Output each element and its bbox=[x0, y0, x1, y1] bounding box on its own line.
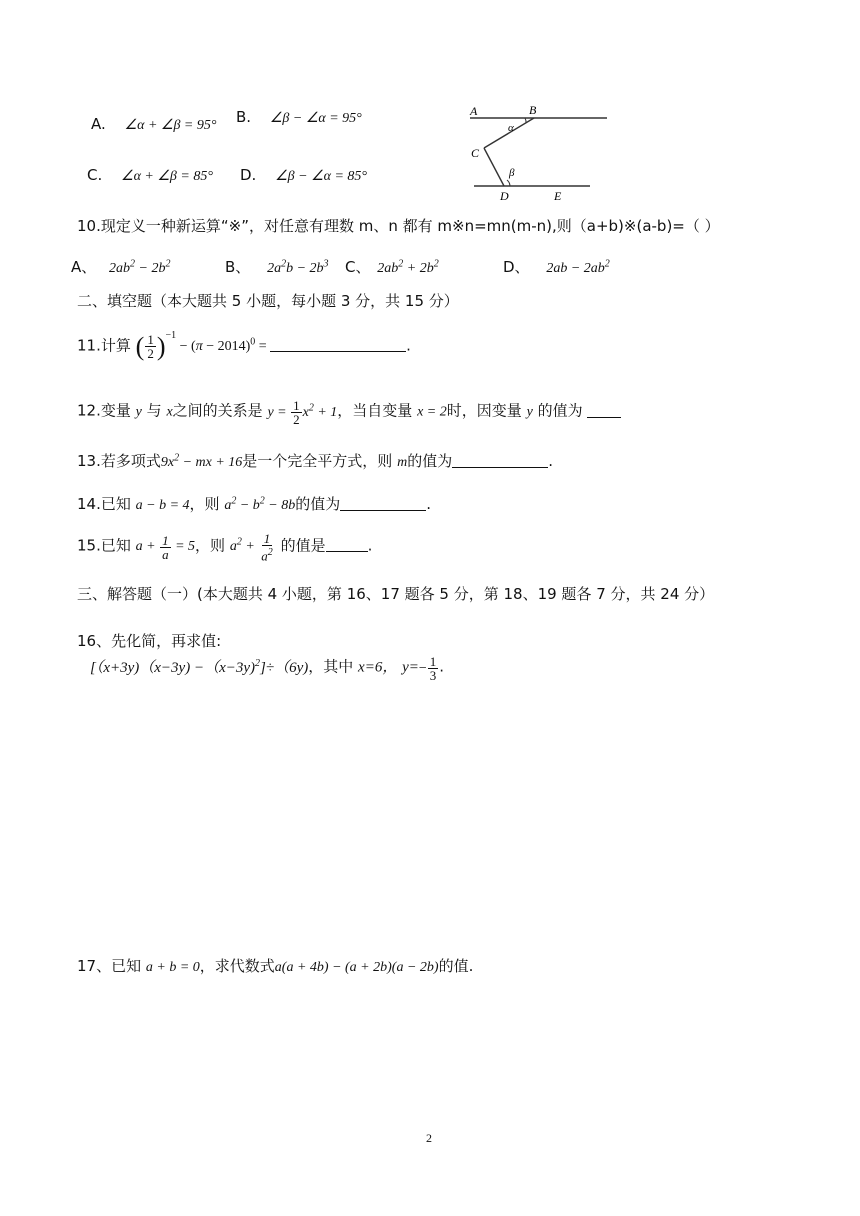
q12-text-3: ，当自变量 bbox=[337, 401, 413, 420]
option-expr: $2ab - 2ab^2$ bbox=[546, 258, 610, 276]
q12-text-2: 之间的关系是 bbox=[172, 401, 263, 420]
q16-y-eq: y= bbox=[402, 659, 419, 676]
q17 bbox=[77, 955, 473, 976]
q10-option-d bbox=[503, 256, 610, 277]
q12-text-5: 的值为 bbox=[537, 401, 583, 420]
q14-end: 的值为 bbox=[295, 495, 341, 513]
option-label: B. bbox=[236, 108, 252, 126]
q12-equation: y = $\frac{1}{2}$ $x^2 + 1$ bbox=[267, 398, 338, 427]
option-expr: $2ab^2 - 2b^2$ bbox=[109, 258, 171, 276]
q13-prefix: 13.若多项式 bbox=[77, 452, 161, 470]
q17-prefix: 17、已知 bbox=[77, 957, 142, 975]
q13-suffix: . bbox=[548, 452, 554, 470]
q13-end: 的值为 bbox=[407, 452, 453, 470]
q15-condition: a + $\frac{1}{a}$ = 5 bbox=[135, 532, 196, 562]
q10-stem: 10.现定义一种新运算“※”，对任意有理数 m、n 都有 m※n=mn(m-n),则（a+b)※(a-b)=（ ） bbox=[77, 217, 720, 235]
q12-var-y: y bbox=[135, 404, 142, 420]
q17-text: ，求代数式 bbox=[199, 957, 275, 975]
q12 bbox=[77, 399, 621, 426]
q10-option-b bbox=[225, 256, 329, 277]
q11-prefix: 11.计算 bbox=[77, 336, 131, 355]
segment-cd bbox=[484, 148, 504, 186]
q15 bbox=[77, 532, 372, 562]
label-a: A bbox=[470, 104, 478, 118]
q16-where: ，其中 bbox=[308, 657, 354, 676]
option-label: C、 bbox=[345, 258, 371, 276]
q9-option-c bbox=[87, 166, 213, 185]
q15-answer-blank[interactable] bbox=[326, 537, 368, 552]
label-b: B bbox=[529, 103, 537, 117]
option-label: C. bbox=[87, 166, 103, 184]
q10-option-a bbox=[71, 256, 171, 277]
label-alpha: α bbox=[508, 122, 514, 134]
section-2-heading: 二、填空题（本大题共 5 小题，每小题 3 分，共 15 分） bbox=[77, 292, 459, 310]
option-expr: ∠α + ∠β = 95° bbox=[124, 118, 217, 133]
angle-arc-alpha bbox=[525, 118, 526, 123]
q15-prefix: 15.已知 bbox=[77, 536, 131, 555]
q12-var-y2: y bbox=[526, 404, 533, 420]
q12-var-x: x bbox=[166, 404, 173, 420]
q13 bbox=[77, 450, 553, 471]
q14-prefix: 14.已知 bbox=[77, 495, 131, 513]
page-number: 2 bbox=[426, 1131, 432, 1145]
label-e: E bbox=[554, 189, 562, 203]
q16-y-value: − $\frac{1}{3}$ bbox=[418, 654, 437, 683]
q11-answer-blank[interactable] bbox=[270, 337, 406, 352]
q14-condition: a − b = 4 bbox=[135, 498, 190, 513]
option-label: D、 bbox=[503, 258, 530, 276]
q16-formula: [（x+3y)（x−3y) −（x−3y)$^2$]÷（6y) bbox=[90, 657, 309, 676]
q12-text-4: 时，因变量 bbox=[446, 401, 522, 420]
option-label: D. bbox=[240, 166, 257, 184]
q9-option-b bbox=[236, 108, 362, 127]
option-expr: $2a^2b - 2b^3$ bbox=[267, 258, 329, 276]
option-expr: ∠β − ∠α = 95° bbox=[269, 111, 362, 126]
q14-expression: $a^2 - b^2 - 8b$ bbox=[224, 495, 296, 513]
label-beta: β bbox=[509, 167, 515, 179]
q11-suffix: . bbox=[406, 336, 411, 355]
q10-option-c bbox=[345, 256, 439, 277]
q13-text: 是一个完全平方式，则 bbox=[242, 452, 393, 470]
option-label: B、 bbox=[225, 258, 251, 276]
q15-expression: $a^2$ + $\frac{1}{a^2}$ bbox=[229, 531, 273, 564]
q17-end: 的值. bbox=[438, 957, 474, 975]
q11-expression: ( $\frac{1}{2}$ )$^{-1} - (\pi - 2014)^0$ = bbox=[135, 330, 271, 362]
q14-answer-blank[interactable] bbox=[340, 496, 426, 511]
option-label: A、 bbox=[71, 258, 97, 276]
q12-prefix: 12.变量 bbox=[77, 401, 131, 420]
option-label: A. bbox=[91, 115, 106, 133]
q16-title: 16、先化简，再求值: bbox=[77, 632, 222, 650]
q15-end: 的值是 bbox=[280, 536, 326, 555]
q15-text: ，则 bbox=[195, 536, 226, 555]
q16-x-value: x=6， bbox=[358, 659, 398, 676]
q13-var-m: m bbox=[397, 455, 408, 470]
q16-expression: [（x+3y)（x−3y) −（x−3y)$^2$]÷（6y)，其中 x=6， y=− $\frac{1}{3}$ . bbox=[90, 654, 445, 683]
q9-option-d bbox=[240, 166, 367, 185]
q17-condition: a + b = 0 bbox=[145, 960, 200, 975]
q13-answer-blank[interactable] bbox=[452, 453, 548, 468]
option-expr: ∠β − ∠α = 85° bbox=[275, 169, 368, 184]
option-expr: ∠α + ∠β = 85° bbox=[121, 169, 213, 184]
q14-text: ，则 bbox=[189, 495, 220, 513]
q12-answer-blank[interactable] bbox=[587, 403, 621, 418]
q14-suffix: . bbox=[426, 495, 432, 513]
angle-arc-beta bbox=[507, 180, 510, 186]
label-d: D bbox=[500, 189, 509, 203]
option-expr: $2ab^2 + 2b^2$ bbox=[377, 258, 439, 276]
q12-condition: x = 2 bbox=[417, 404, 447, 420]
q15-suffix: . bbox=[367, 536, 373, 555]
q12-text-1: 与 bbox=[146, 401, 162, 420]
q9-option-a bbox=[91, 115, 216, 134]
q14 bbox=[77, 493, 431, 514]
q11 bbox=[77, 330, 411, 362]
q17-expression: a(a + 4b) − (a + 2b)(a − 2b) bbox=[274, 960, 439, 975]
section-3-heading: 三、解答题（一）(本大题共 4 小题，第 16、17 题各 5 分，第 18、19 题各 7 分，共 24 分） bbox=[77, 585, 715, 603]
parallel-lines-figure bbox=[462, 100, 612, 205]
label-c: C bbox=[471, 146, 480, 160]
q13-polynomial: $9x^2$ − mx + 16 bbox=[160, 452, 243, 470]
